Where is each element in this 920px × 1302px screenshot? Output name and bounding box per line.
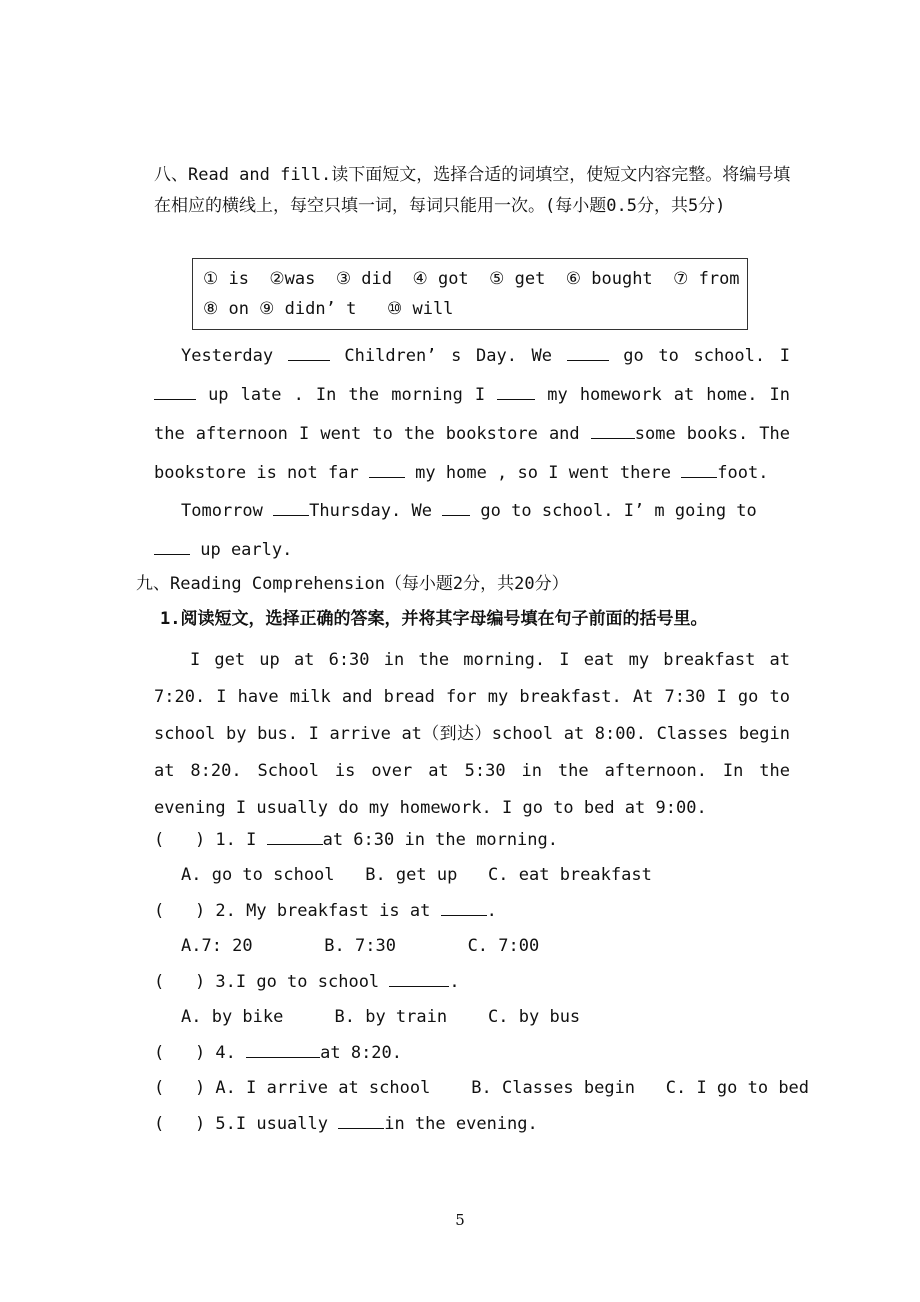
answer-blank[interactable] [154,540,190,555]
question-1: ( ) 1. I at 6:30 in the morning. [154,830,558,850]
answer-blank[interactable] [154,385,196,400]
answer-blank[interactable] [497,385,535,400]
fill-passage-paragraph-1: Yesterday Children’ s Day. We go to school. I up late . In the morning I my homework at home. In the afternoon I went to the bookstore and some books. The bookstore is not far my home , so I went there foot. [154,346,791,483]
question-4-options: ( ) A. I arrive at school B. Classes begin C. I go to bed [154,1078,810,1098]
question-3-options: A. by bike B. by train C. by bus [181,1007,581,1027]
reading-passage: I get up at 6:30 in the morning. I eat my breakfast at 7:20. I have milk and bread for my breakfast. At 7:30 I go to school by bus. I arrive at（到达）school at 8:00. Classes begin at 8:20. School is over at 5:30 in the afternoon. In the evening I usually do my homework. I go to bed at 9:00. [154,650,790,818]
answer-blank[interactable] [267,830,323,845]
word-bank-row-1: ① is ②was ③ did ④ got ⑤ get ⑥ bought ⑦ from [203,269,740,289]
question-2: ( ) 2. My breakfast is at . [154,901,497,921]
question-4: ( ) 4. at 8:20. [154,1043,403,1063]
answer-blank[interactable] [369,463,405,478]
answer-blank[interactable] [567,346,609,361]
answer-blank[interactable] [389,972,449,987]
section9-heading: 九、Reading Comprehension（每小题2分，共20分） [136,574,569,594]
answer-blank[interactable] [591,424,635,439]
answer-blank[interactable] [246,1043,320,1058]
question-5: ( ) 5.I usually in the evening. [154,1114,538,1134]
section8-heading: 八、Read and fill.读下面短文，选择合适的词填空，使短文内容完整。将编号填在相应的横线上，每空只填一词，每词只能用一次。(每小题0.5分，共5分) [154,165,791,216]
question1-instruction: 1.阅读短文，选择正确的答案，并将其字母编号填在句子前面的括号里。 [160,609,708,629]
answer-blank[interactable] [681,463,717,478]
word-bank-box [192,258,748,330]
question-2-options: A.7: 20 B. 7:30 C. 7:00 [181,936,540,956]
answer-blank[interactable] [441,901,487,916]
page-number: 5 [455,1211,465,1229]
question-1-options: A. go to school B. get up C. eat breakfast [181,865,652,885]
answer-blank[interactable] [442,501,470,516]
answer-blank[interactable] [338,1114,384,1129]
word-bank-row-2: ⑧ on ⑨ didn’ t ⑩ will [203,299,454,319]
fill-passage-paragraph-2: Tomorrow Thursday. We go to school. I’ m going to up early. [154,492,790,570]
answer-blank[interactable] [288,346,330,361]
question-3: ( ) 3.I go to school . [154,972,460,992]
answer-blank[interactable] [273,501,309,516]
